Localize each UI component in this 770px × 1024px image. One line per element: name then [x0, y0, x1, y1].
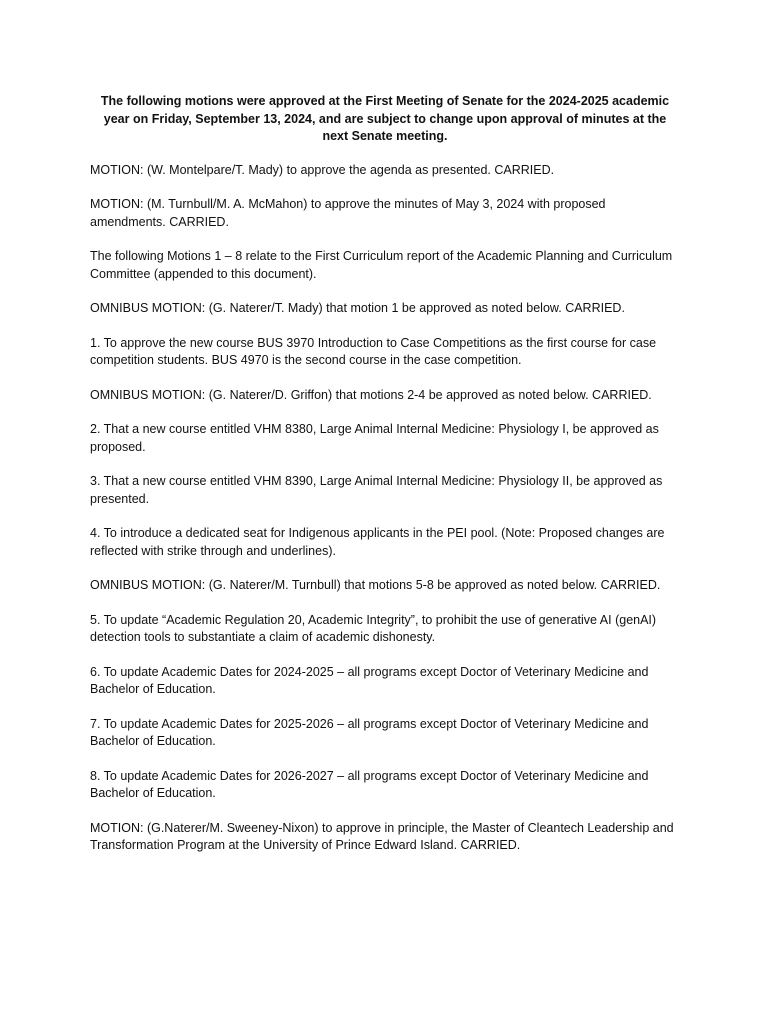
- motion-item-8: 8. To update Academic Dates for 2026-2027 – all programs except Doctor of Veterinary Medicine and Bachelor of Education.: [90, 768, 649, 800]
- motion-item-3: 3. That a new course entitled VHM 8390, Large Animal Internal Medicine: Physiology II, be approved as presented.: [90, 474, 663, 506]
- motion-approve-agenda: MOTION: (W. Montelpare/T. Mady) to approve the agenda as presented. CARRIED.: [90, 162, 555, 177]
- omnibus-motion-2-4: OMNIBUS MOTION: (G. Naterer/D. Griffon) that motions 2-4 be approved as noted below. CARRIED.: [90, 387, 652, 402]
- motion-item-5: 5. To update “Academic Regulation 20, Academic Integrity”, to prohibit the use of generative AI (genAI) detection tools to substantiate a claim of academic dishonesty.: [90, 612, 657, 644]
- motion-item-4: 4. To introduce a dedicated seat for Indigenous applicants in the PEI pool. (Note: Proposed changes are reflected with strike through and underlines).: [90, 526, 665, 558]
- motion-cleantech-program: MOTION: (G.Naterer/M. Sweeney-Nixon) to approve in principle, the Master of Cleantech Leadership and Transformation Program at the University of Prince Edward Island. CARRIED.: [90, 820, 674, 852]
- motion-item-7: 7. To update Academic Dates for 2025-2026 – all programs except Doctor of Veterinary Medicine and Bachelor of Education.: [90, 716, 649, 748]
- document-heading: The following motions were approved at the First Meeting of Senate for the 2024-2025 academic year on Friday, September 13, 2024, and are subject to change upon approval of minutes at the next Senate meeting.: [100, 94, 670, 143]
- motion-approve-minutes: MOTION: (M. Turnbull/M. A. McMahon) to approve the minutes of May 3, 2024 with proposed amendments. CARRIED.: [90, 197, 606, 229]
- curriculum-report-intro: The following Motions 1 – 8 relate to the First Curriculum report of the Academic Planning and Curriculum Committee (appended to this document).: [90, 249, 673, 281]
- motion-item-2: 2. That a new course entitled VHM 8380, Large Animal Internal Medicine: Physiology I, be approved as proposed.: [90, 422, 659, 454]
- omnibus-motion-1: OMNIBUS MOTION: (G. Naterer/T. Mady) that motion 1 be approved as noted below. CARRIED.: [90, 301, 625, 315]
- omnibus-motion-5-8: OMNIBUS MOTION: (G. Naterer/M. Turnbull) that motions 5-8 be approved as noted below. CARRIED.: [90, 578, 661, 592]
- motion-item-1: 1. To approve the new course BUS 3970 Introduction to Case Competitions as the first course for case competition students. BUS 4970 is the second course in the case competition.: [90, 335, 657, 367]
- motion-item-6: 6. To update Academic Dates for 2024-2025 – all programs except Doctor of Veterinary Medicine and Bachelor of Education.: [90, 664, 649, 696]
